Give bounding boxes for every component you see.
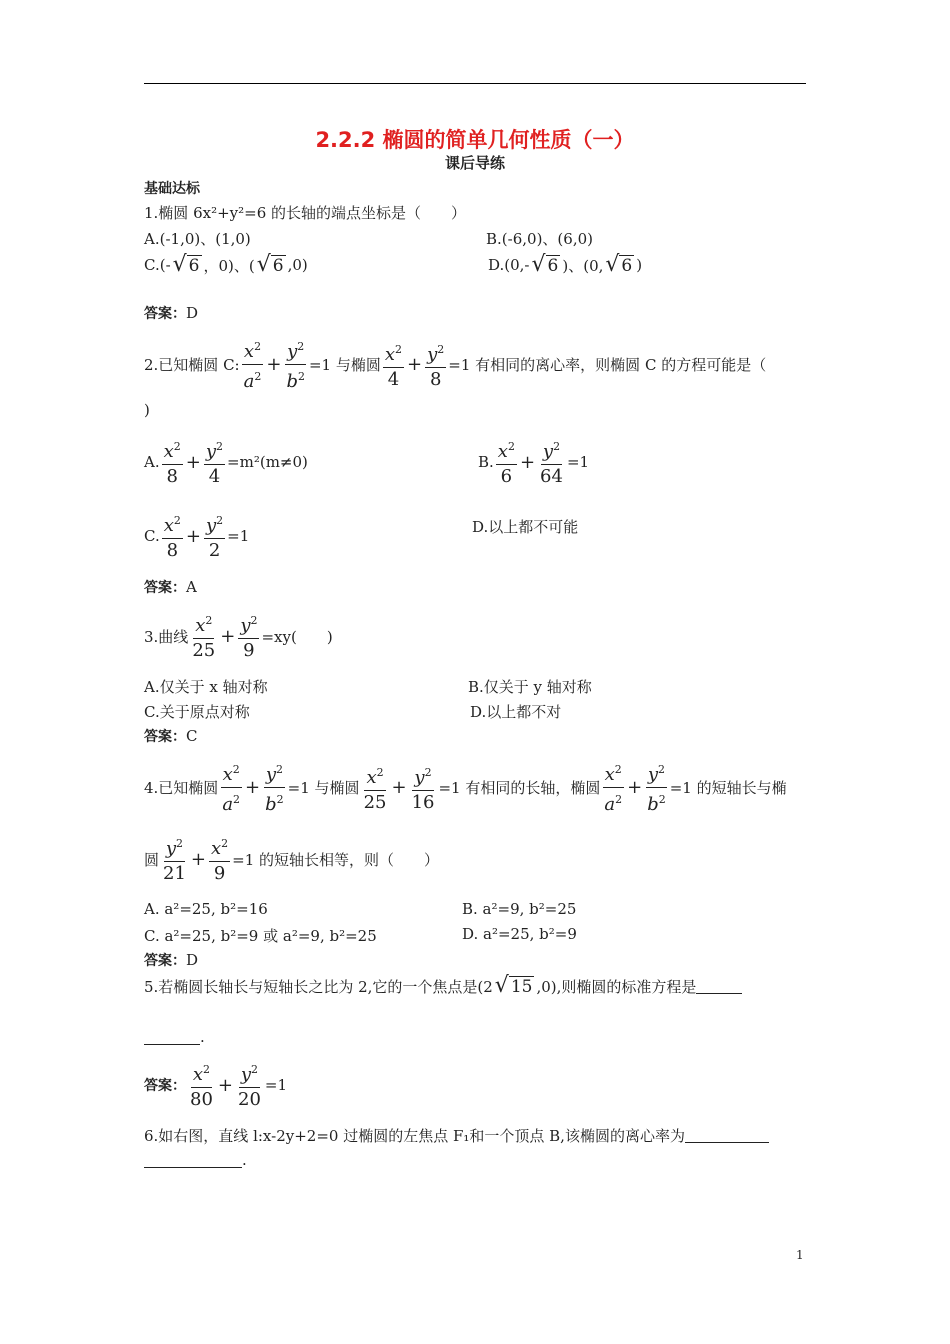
answer-blank: [144, 1153, 242, 1168]
sqrt-symbol: √ 6: [172, 252, 200, 277]
sqrt-symbol: √ 6: [256, 252, 284, 277]
page-number: 1: [796, 1248, 804, 1262]
q3-answer: 答案：C: [144, 727, 198, 745]
q2-option-d: D.以上都不可能: [472, 518, 579, 536]
q2-answer: 答案：A: [144, 578, 197, 596]
page-subtitle: 课后导练: [444, 154, 505, 172]
sqrt-symbol: √ 15: [494, 973, 533, 998]
q5-blank-line2: .: [144, 1028, 205, 1046]
q3-option-b: B.仅关于 y 轴对称: [468, 678, 592, 696]
q4-stem-line1: 4.已知椭圆 $\frac{x^2}{a^2}$ + $\frac{y^2}{b^2}$ =1 与椭圆 $\frac{x^2}{25}$ + $\frac{y^2}{16}$ =1 有相同的长轴，椭圆 $\frac{x^2}{a^2}$ + $\frac{y^2}{b^2}$ =1 的短轴长与椭: [144, 760, 787, 815]
q5-answer: 答案： $\frac{x^2}{80}$ + $\frac{y^2}{20}$ =1: [144, 1060, 287, 1110]
q2-option-c: C. $\frac{x^2}{8}$ + $\frac{y^2}{2}$ =1: [144, 511, 249, 561]
q1-option-a: A.(-1,0)、(1,0): [144, 230, 251, 248]
q2-stem: 2.已知椭圆 C: $\frac{x^2}{a^2}$ + $\frac{y^2}{b^2}$ =1 与椭圆 $\frac{x^2}{4}$ + $\frac{y^2}{8}$ =1 有相同的离心率，则椭圆 C 的方程可能是（: [144, 337, 766, 392]
section-heading: 基础达标: [144, 181, 200, 197]
header-rule: [144, 83, 806, 84]
q4-option-a: A. a²=25, b²=16: [144, 900, 268, 918]
answer-blank: [144, 1030, 200, 1045]
answer-blank: [685, 1128, 769, 1143]
q1-option-b: B.(-6,0)、(6,0): [486, 230, 593, 248]
q4-stem-line2: 圆 $\frac{y^2}{21}$ + $\frac{x^2}{9}$ =1 的短轴长相等，则（ ）: [144, 834, 439, 884]
page-title: 2.2.2 椭圆的简单几何性质（一）: [315, 128, 635, 152]
sqrt-symbol: √ 6: [531, 252, 559, 277]
q3-stem: 3.曲线 $\frac{x^2}{25}$ + $\frac{y^2}{9}$ =xy( ): [144, 611, 333, 661]
q1-option-d: D.(0,- √ 6 )、(0, √ 6 ): [488, 252, 643, 277]
q2-close: ): [144, 401, 150, 419]
q2-option-b: B. $\frac{x^2}{6}$ + $\frac{y^2}{64}$ =1: [478, 437, 589, 487]
q1-answer: 答案：D: [144, 304, 199, 322]
q3-option-c: C.关于原点对称: [144, 703, 250, 721]
q3-option-d: D.以上都不对: [470, 703, 562, 721]
q1-option-c: C.(- √ 6 ，0)、( √ 6 ,0): [144, 252, 308, 277]
q4-answer: 答案：D: [144, 951, 199, 969]
q4-option-b: B. a²=9, b²=25: [462, 900, 577, 918]
q3-option-a: A.仅关于 x 轴对称: [144, 678, 268, 696]
q5-stem: 5.若椭圆长轴长与短轴长之比为 2,它的一个焦点是(2 √ 15 ,0),则椭圆的标准方程是: [144, 975, 742, 997]
sqrt-symbol: √ 6: [605, 252, 633, 277]
answer-blank: [696, 979, 742, 994]
q4-option-d: D. a²=25, b²=9: [462, 925, 577, 943]
q1-stem: 1.椭圆 6x²+y²=6 的长轴的端点坐标是（ ）: [144, 204, 467, 222]
q6-stem: 6.如右图，直线 l:x-2y+2=0 过椭圆的左焦点 F₁和一个顶点 B,该椭圆的离心率为: [144, 1125, 769, 1146]
q6-blank-line2: .: [144, 1151, 247, 1169]
q4-option-c: C. a²=25, b²=9 或 a²=9, b²=25: [144, 927, 377, 945]
q2-option-a: A. $\frac{x^2}{8}$ + $\frac{y^2}{4}$ =m²(m≠0): [144, 437, 308, 487]
